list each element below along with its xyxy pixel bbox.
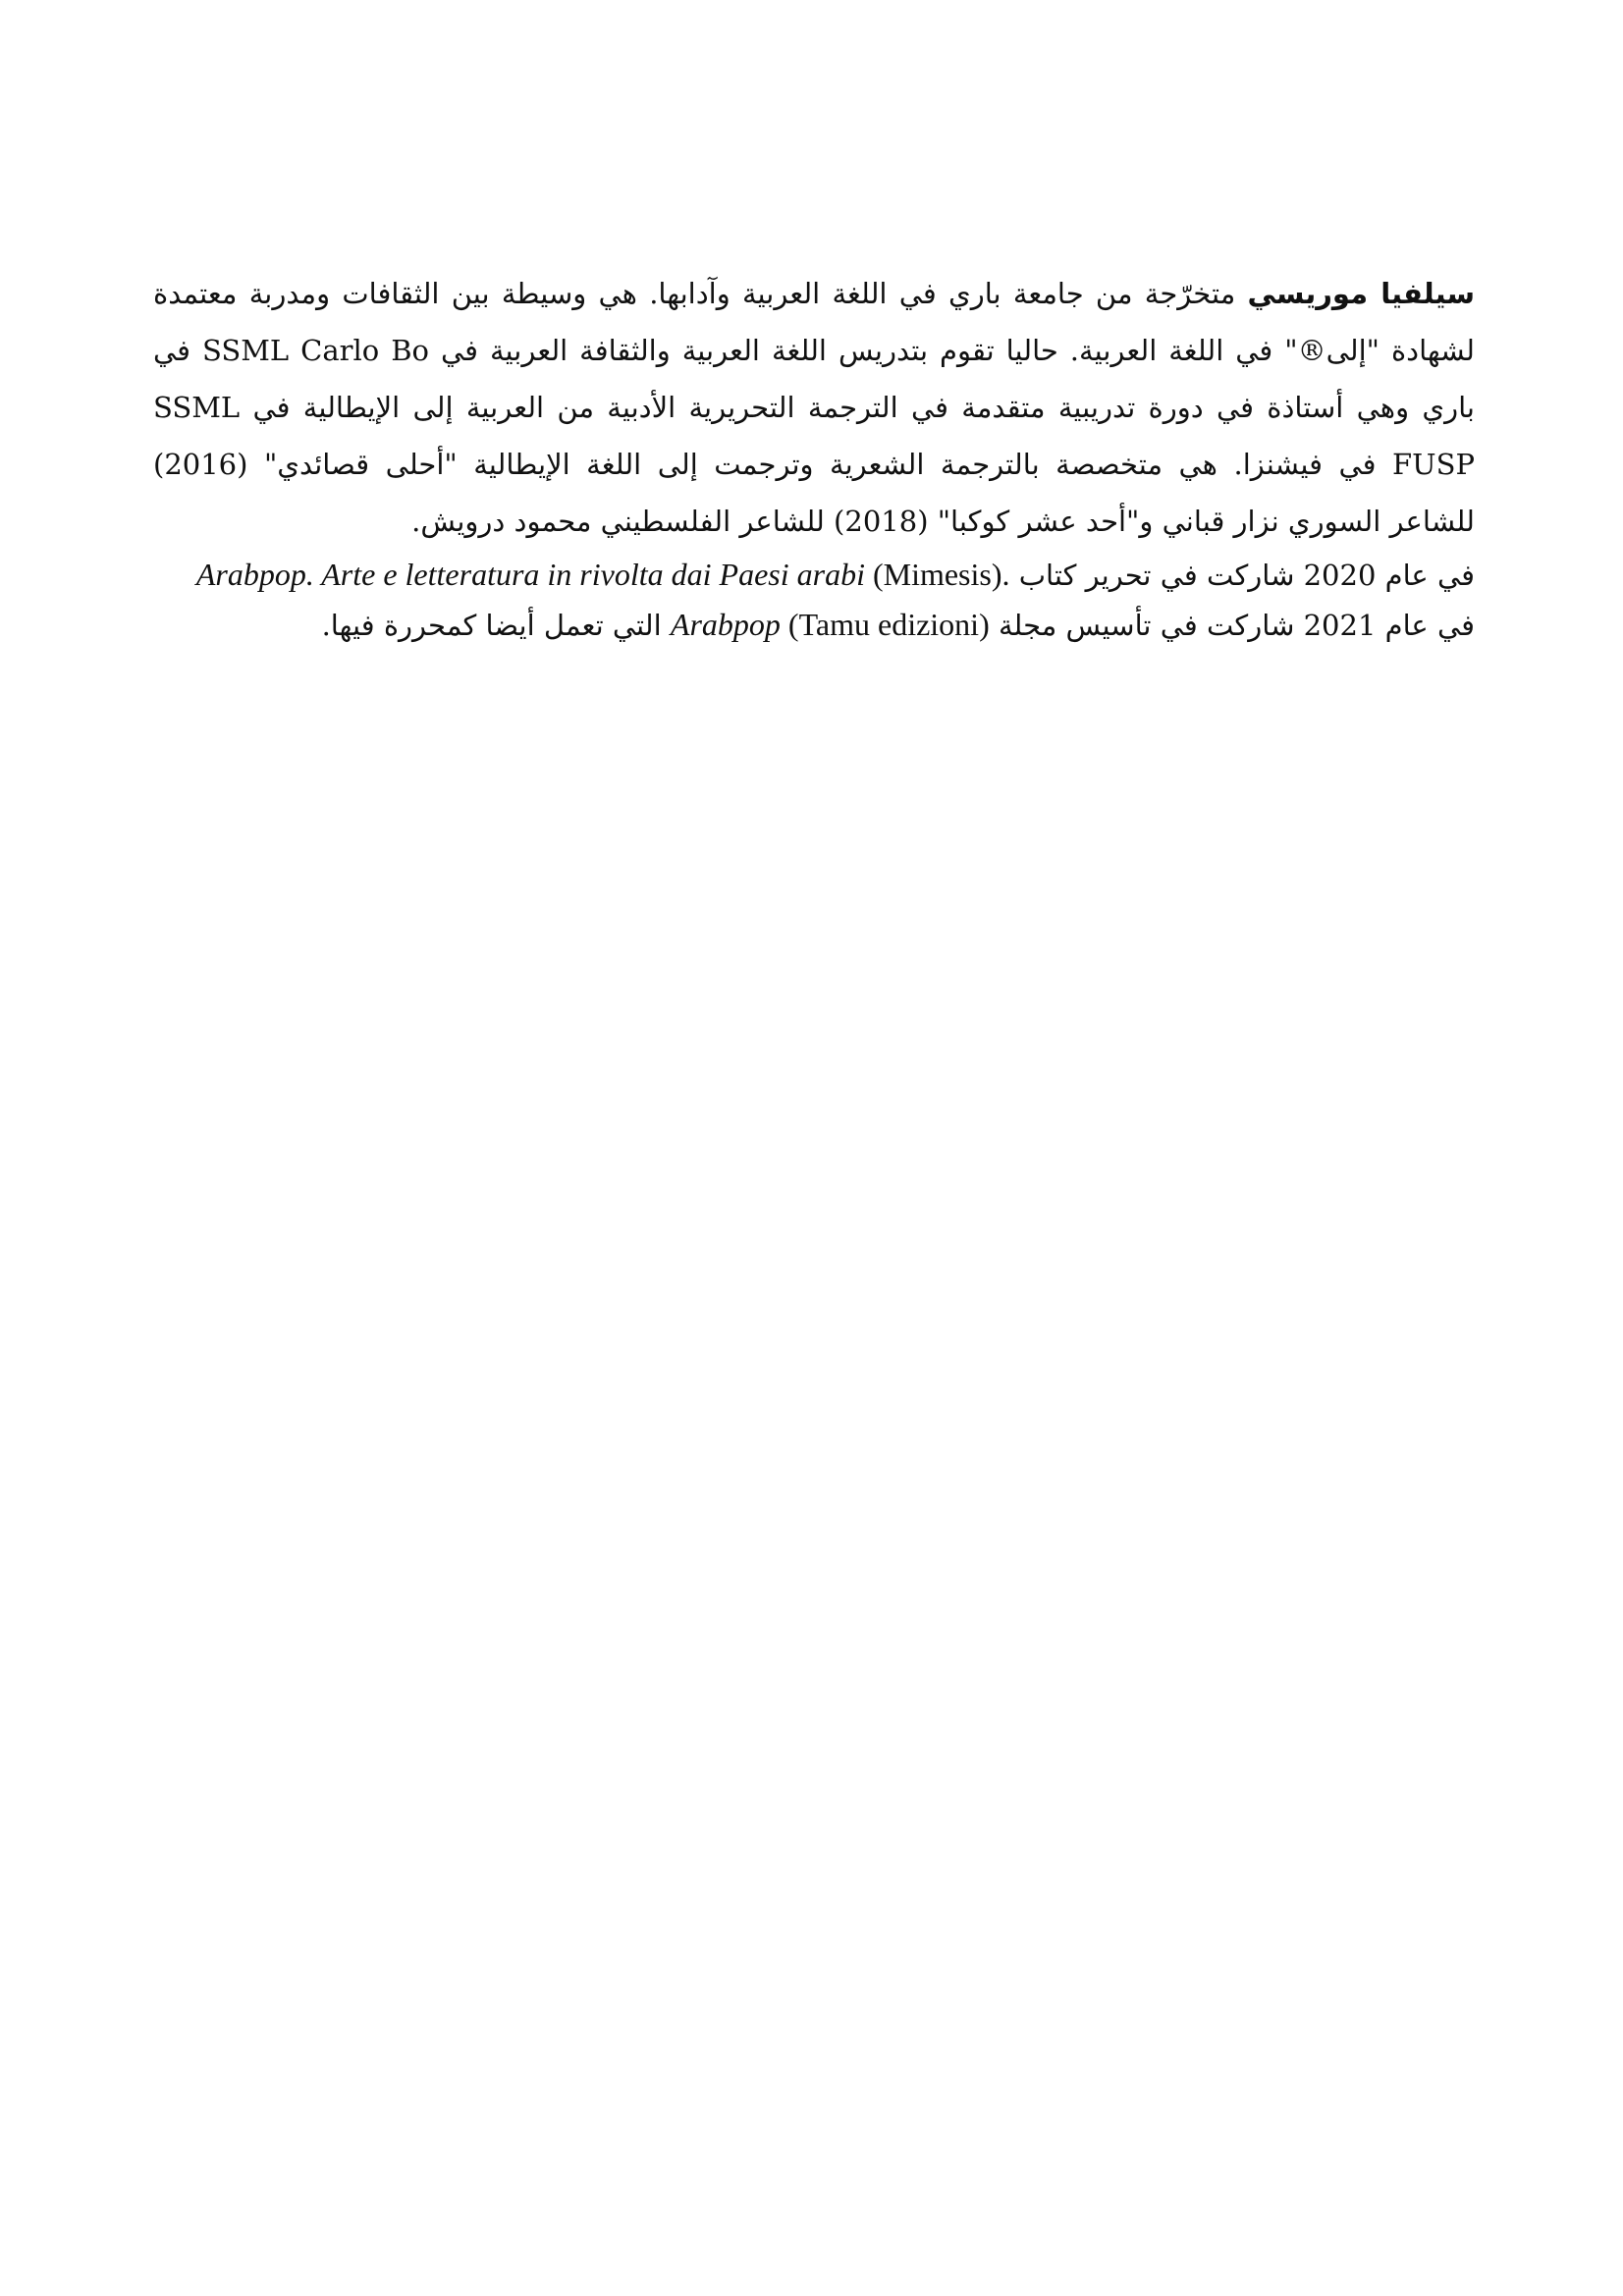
line-2020 xyxy=(153,550,1475,600)
bio-text-block xyxy=(153,265,1475,650)
book-title: Arabpop. Arte e letteratura in rivolta dai Paesi arabi xyxy=(195,557,865,592)
bio-paragraph xyxy=(153,265,1475,550)
book-publisher: (Mimesis). xyxy=(872,557,1010,592)
magazine-citation xyxy=(671,607,990,642)
book-citation xyxy=(196,557,1010,592)
author-name: سيلفيا موريسي xyxy=(1247,277,1475,310)
magazine-publisher: (Tamu edizioni) xyxy=(787,607,990,642)
magazine-title: Arabpop xyxy=(670,607,781,642)
line-2021-suffix: التي تعمل أيضا كمحررة فيها. xyxy=(321,609,662,642)
bio-text: متخرّجة من جامعة باري في اللغة العربية وآدابها. هي وسيطة بين الثقافات ومدربة معتمدة لشهادة "إلى®" في اللغة العربية. حاليا تقوم بتدريس اللغة العربية والثقافة العربية في SSML Carlo Bo في باري وهي أستاذة في دورة تدريبية متقدمة في الترجمة التحريرية الأدبية من العربية إلى الإيطالية في SSML FUSP في فيشنزا. هي متخصصة بالترجمة الشعرية وترجمت إلى اللغة الإيطالية "أحلى قصائدي" (2016) للشاعر السوري نزار قباني و"أحد عشر كوكبا" (2018) للشاعر الفلسطيني محمود درويش. xyxy=(153,277,1475,538)
line-2020-prefix: في عام 2020 شاركت في تحرير كتاب xyxy=(1018,559,1475,592)
line-2021 xyxy=(153,600,1475,650)
line-2021-prefix: في عام 2021 شاركت في تأسيس مجلة xyxy=(998,609,1475,642)
